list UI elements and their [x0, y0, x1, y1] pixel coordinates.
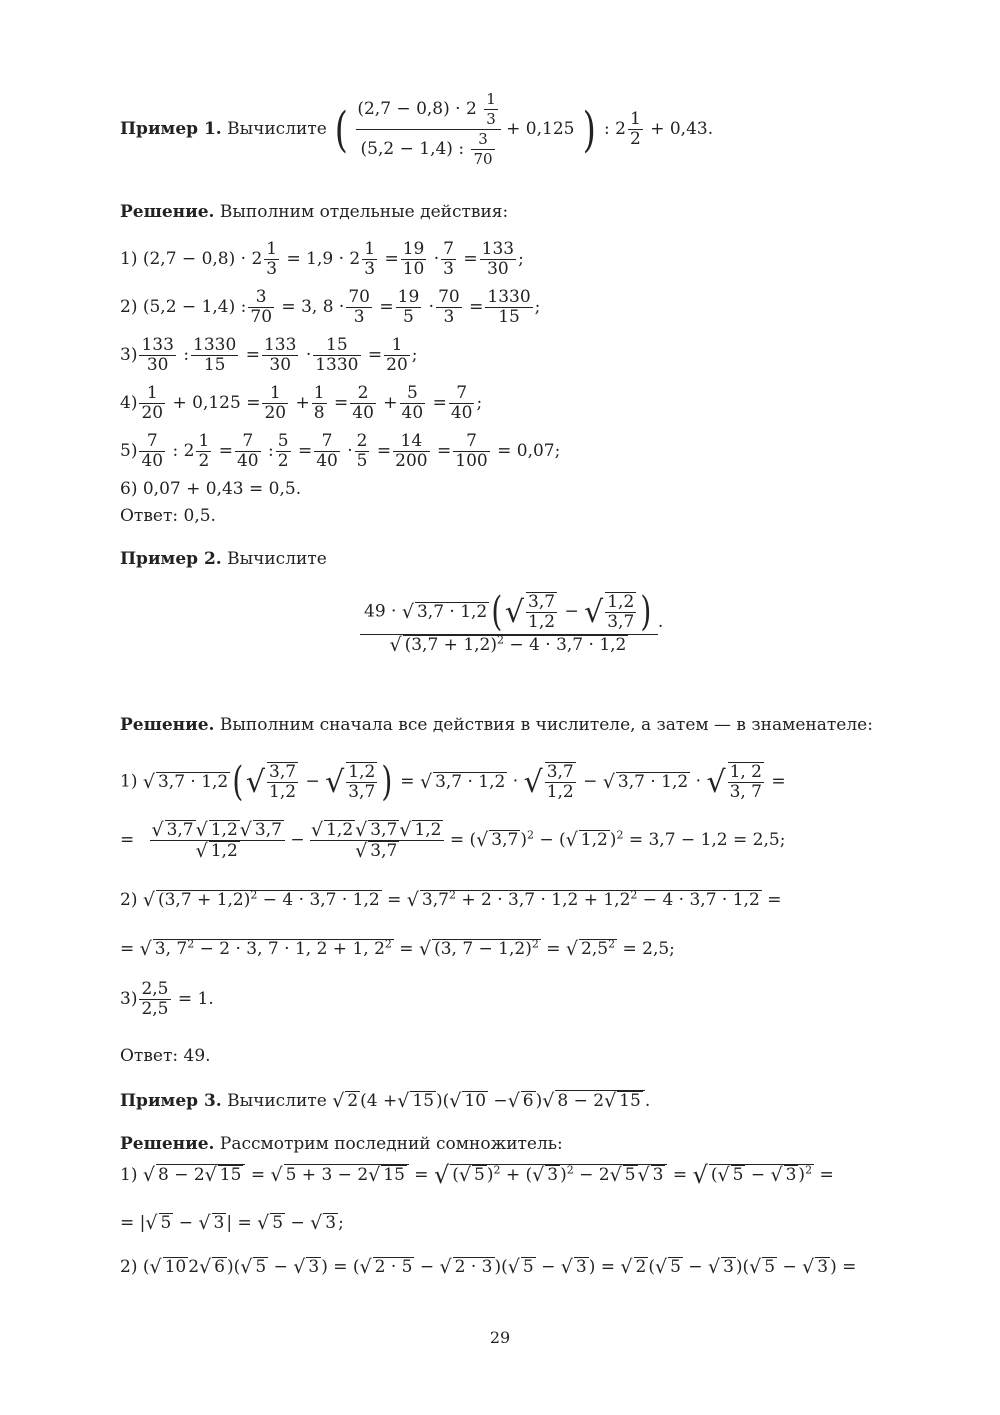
answer-1: Ответ: 0,5. [120, 506, 216, 526]
solution-1-step-1: 1) (2,7 − 0,8) · 2 $\frac{1}{3}$ = 1,9 · 2 $\frac{1}{3}$ = $\frac{19}{10}$ · $\frac{7}{3}$ = $\frac{133}{30}$ ; [120, 239, 524, 279]
right-paren: ) [582, 101, 596, 158]
solution-1-step-2: 2) (5,2 − 1,4) : $\frac{3}{70}$ = 3, 8 · $\frac{70}{3}$ = $\frac{19}{5}$ · $\frac{70}{3}$ = $\frac{1330}{15}$ ; [120, 287, 541, 327]
example-2-fraction: 49 · √ 3,7 · 1,2 (√ $\frac{3,7}{1,2}$ − √ $\frac{1,2}{3,7}$ ) √ $(3,7 + 1,2)^2 - 4 \cdot 3,7 \cdot 1,2$ . [360, 590, 663, 655]
example-1-prompt: Вычислите [227, 119, 327, 139]
solution-2-step-2-cont: = √ 3, $7^2 - 2 \cdot 3$, 7 · 1, 2 + 1, $2^2$ = √ (3, 7 − 1,2)$^2$ = √ $2,5^2 = 2,5$; [120, 937, 675, 960]
page-number: 29 [489, 1328, 511, 1347]
solution-1-step-5: 5) $\frac{7}{40}$ : 2 $\frac{1}{2}$ = $\frac{7}{40}$ : $\frac{5}{2}$ = $\frac{7}{40}$ · $\frac{2}{5}$ = $\frac{14}{200}$ = $\frac{7}{100}$ = 0,07; [120, 431, 561, 471]
solution-2-step-1-cont: = $\frac{√ 3,7 √ 1,2 √ 3,7}{√ 1,2}$ − $\frac{√ 1,2 √ 3,7 √ 1,2}{√ 3,7}$ = (√ 3,7 )$^2$ − (√ 1,2 )$^2$ = 3,7 − 1,2 = 2,5; [120, 819, 786, 862]
example-2-denominator: √ $(3,7 + 1,2)^2 - 4 \cdot 3,7 \cdot 1,2$ [389, 633, 627, 656]
example-2-header: Пример 2. Вычислите [120, 549, 327, 569]
solution-3-header: Решение. Рассмотрим последний сомножитель: [120, 1134, 563, 1154]
example-1-numerator: (2,7 − 0,8) · 2 $\frac{1}{3}$ [356, 90, 500, 130]
solution-3-step-1-cont: = |√ 5 − √ 3 | = √ 5 − √ 3 ; [120, 1212, 344, 1234]
left-paren: ( [335, 101, 349, 158]
example-1-title: Пример 1. [120, 119, 222, 139]
example-1-denominator: (5,2 − 1,4) : $\frac{3}{70}$ [360, 130, 493, 168]
example-1: Пример 1. Вычислите ( (2,7 − 0,8) · 2 $\frac{1}{3}$ (5,2 − 1,4) : $\frac{3}{70}$ + 0,125 ) : 2 $\frac{1}{2}$ + 0,43. [120, 90, 714, 168]
solution-1-step-3: 3) $\frac{133}{30}$ : $\frac{1330}{15}$ = $\frac{133}{30}$ · $\frac{15}{1330}$ = $\frac{1}{20}$ ; [120, 335, 418, 375]
solution-2-step-3: 3) $\frac{2,5}{2,5}$ = 1. [120, 979, 214, 1019]
example-3: Пример 3. Вычислите √ 2 (4 +√ 15 )(√ 10 −√ 6 )√ 8 − 2√ 15 . [120, 1090, 651, 1112]
solution-2-step-1: 1) √ 3,7 · 1,2 (√ $\frac{3,7}{1,2}$ − √ $\frac{1,2}{3,7}$ ) = √ 3,7 · 1,2 · √ $\frac{3,7}{1,2}$ − √ 3,7 · 1,2 · √ $\frac{1, 2}{3, 7}$ = [120, 759, 786, 805]
solution-3-step-1: 1) √ 8 − 2√ 15 = √ 5 + 3 − 2√ 15 = √ (√ 5 )$^2$ + (√ 3 )$^2$ − 2√ 5 √ 3 = √ (√ 5 − √ 3 )$^2$ = [120, 1161, 834, 1189]
example-1-main-fraction [356, 90, 500, 169]
example-2-numerator: 49 · √ 3,7 · 1,2 (√ $\frac{3,7}{1,2}$ − √ $\frac{1,2}{3,7}$ ) [360, 590, 658, 635]
solution-2-header: Решение. Выполним сначала все действия в числителе, а затем — в знаменателе: [120, 715, 873, 735]
solution-1-header: Решение. Выполним отдельные действия: [120, 202, 509, 222]
solution-1-step-4: 4) $\frac{1}{20}$ + 0,125 = $\frac{1}{20}$ + $\frac{1}{8}$ = $\frac{2}{40}$ + $\frac{5}{40}$ = $\frac{7}{40}$ ; [120, 383, 483, 423]
solution-3-step-2: 2) (√ 10 2√ 6 )(√ 5 − √ 3 ) = (√ 2 · 5 − √ 2 · 3 )(√ 5 − √ 3 ) = √ 2 (√ 5 − √ 3 )(√ 5 − √ 3 ) = [120, 1256, 857, 1278]
answer-2: Ответ: 49. [120, 1046, 211, 1066]
solution-1-step-6: 6) 0,07 + 0,43 = 0,5. [120, 479, 302, 499]
solution-2-step-2: 2) √ $(3,7 + 1,2)^2 - 4 \cdot 3,7 \cdot 1,2$ = √ $3,7^2 + 2 \cdot 3,7 \cdot 1,2 + 1,2^2 - 4 \cdot 3,7 \cdot 1,2$ = [120, 888, 782, 911]
